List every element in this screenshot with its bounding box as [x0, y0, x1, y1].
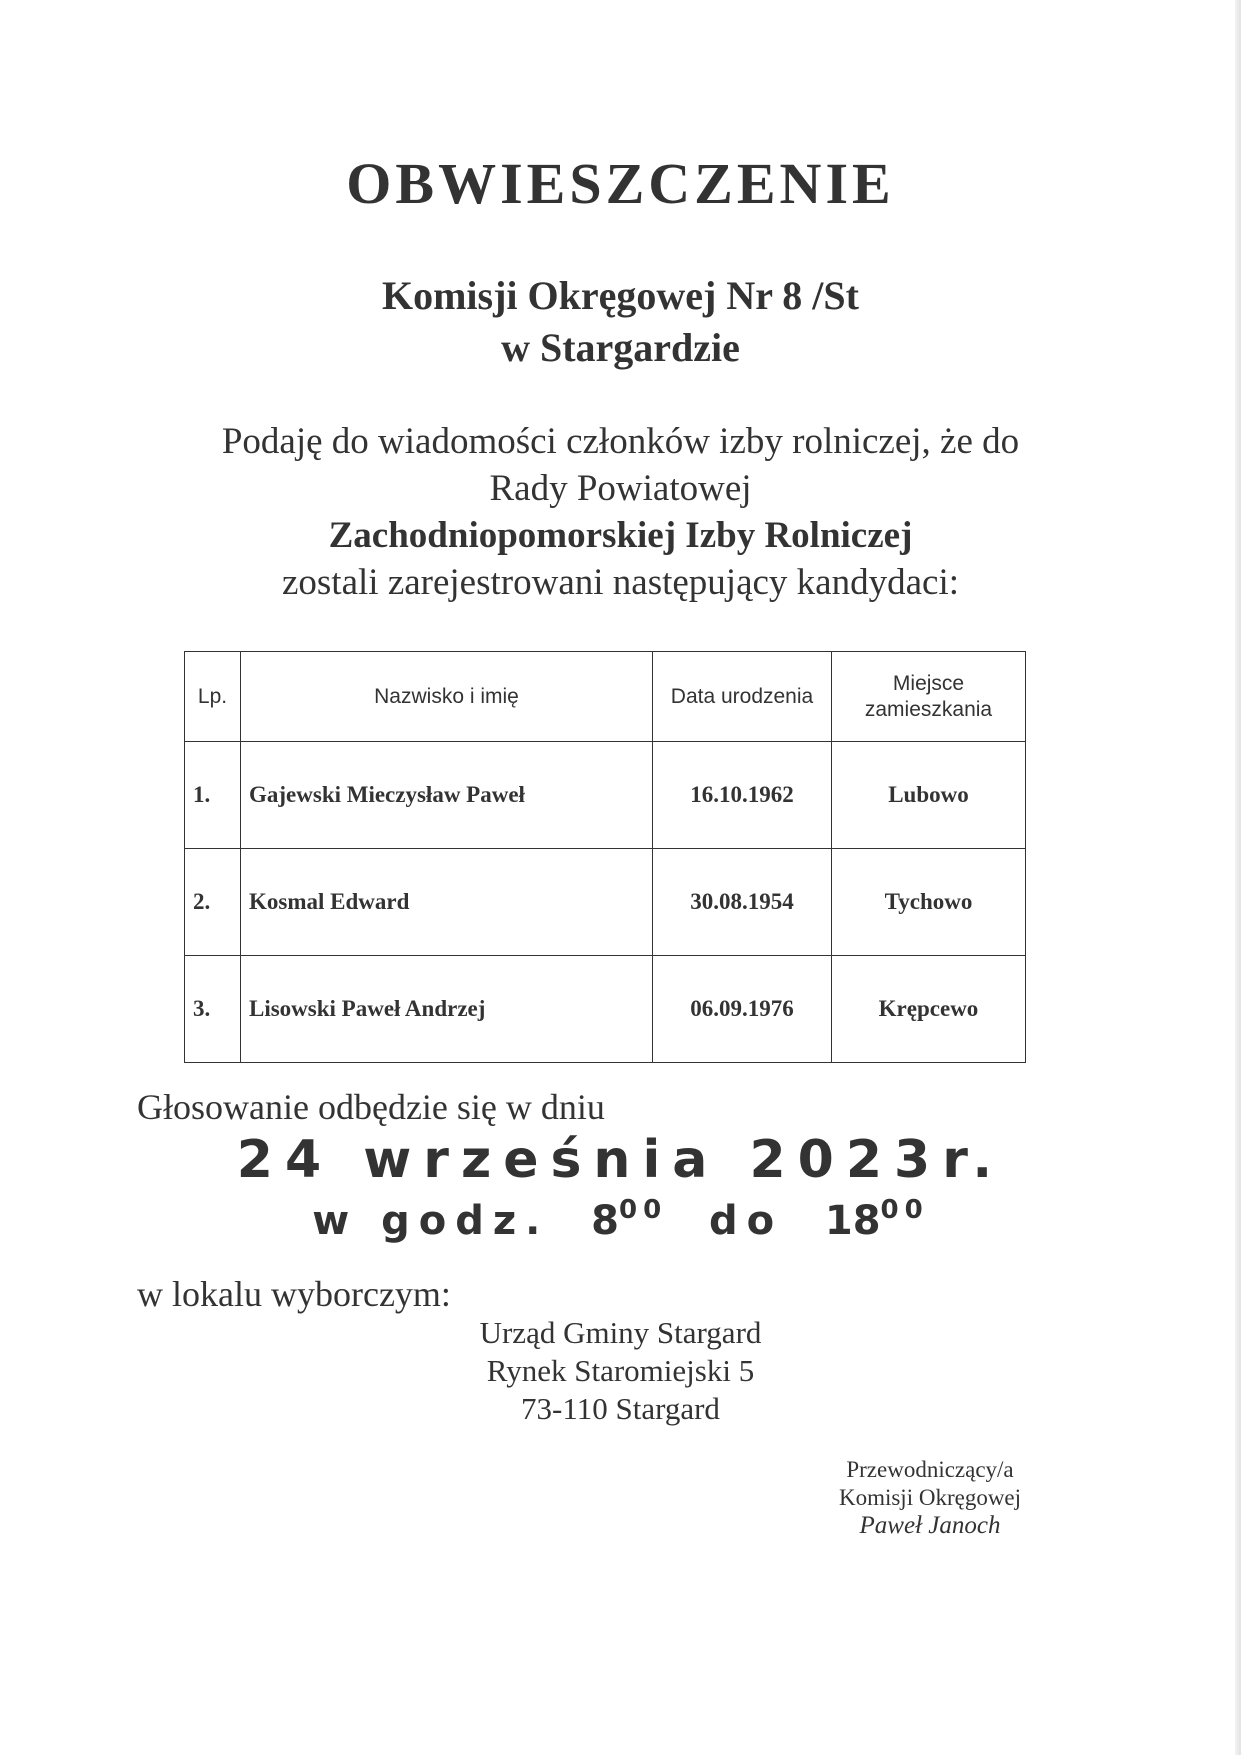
signature-block	[790, 1456, 1070, 1540]
vote-time	[0, 1195, 1241, 1244]
venue-line-3: 73-110 Stargard	[521, 1391, 720, 1426]
header-place-line-2: zamieszkania	[864, 697, 993, 721]
signature-role-2: Komisji Okręgowej	[838, 1485, 1022, 1510]
page-edge	[1235, 0, 1241, 1755]
intro-paragraph	[0, 418, 1241, 606]
vote-date: 24 września 2023r.	[236, 1130, 1005, 1190]
start-hour: 8	[591, 1198, 619, 1244]
signature-role-1: Przewodniczący/a	[846, 1457, 1014, 1482]
intro-line-3: Zachodniopomorskiej Izby Rolniczej	[328, 515, 913, 556]
time-to: do	[708, 1198, 784, 1244]
table-row	[185, 956, 1026, 1063]
header-name: Nazwisko i imię	[241, 652, 653, 742]
cell-name: Kosmal Edward	[241, 849, 653, 956]
intro-line-4: zostali zarejestrowani następujący kandydaci:	[281, 562, 960, 603]
committee-heading	[0, 270, 1241, 374]
candidates-table	[184, 651, 1026, 1063]
vote-label: Głosowanie odbędzie się w dniu	[137, 1087, 605, 1127]
venue-label: w lokalu wyborczym:	[137, 1274, 451, 1314]
committee-line-2: w Stargardzie	[501, 325, 740, 370]
document-title: OBWIESZCZENIE	[346, 151, 895, 216]
cell-lp: 2.	[185, 849, 241, 956]
table-row	[185, 849, 1026, 956]
intro-line-1: Podaję do wiadomości członków izby rolniczej, że do	[221, 421, 1020, 462]
end-minutes: 00	[880, 1195, 929, 1225]
cell-name: Lisowski Paweł Andrzej	[241, 956, 653, 1063]
header-place-line-1: Miejsce	[892, 671, 965, 695]
table-row	[185, 742, 1026, 849]
cell-birth: 06.09.1976	[653, 956, 832, 1063]
cell-birth: 30.08.1954	[653, 849, 832, 956]
start-minutes: 00	[619, 1195, 668, 1225]
cell-place: Lubowo	[832, 742, 1026, 849]
cell-birth: 16.10.1962	[653, 742, 832, 849]
cell-place: Krępcewo	[832, 956, 1026, 1063]
cell-name: Gajewski Mieczysław Paweł	[241, 742, 653, 849]
intro-line-2: Rady Powiatowej	[489, 468, 752, 509]
header-lp: Lp.	[185, 652, 241, 742]
cell-lp: 3.	[185, 956, 241, 1063]
table-header-row	[185, 652, 1026, 742]
cell-place: Tychowo	[832, 849, 1026, 956]
signature-name: Paweł Janoch	[859, 1512, 1001, 1539]
header-place	[832, 652, 1026, 742]
venue-address	[0, 1314, 1241, 1428]
venue-line-2: Rynek Staromiejski 5	[486, 1353, 755, 1388]
time-prefix: w godz.	[312, 1198, 550, 1244]
end-hour: 18	[824, 1198, 881, 1244]
header-birth: Data urodzenia	[653, 652, 832, 742]
venue-line-1: Urząd Gminy Stargard	[479, 1315, 762, 1350]
cell-lp: 1.	[185, 742, 241, 849]
committee-line-1: Komisji Okręgowej Nr 8 /St	[382, 273, 859, 318]
